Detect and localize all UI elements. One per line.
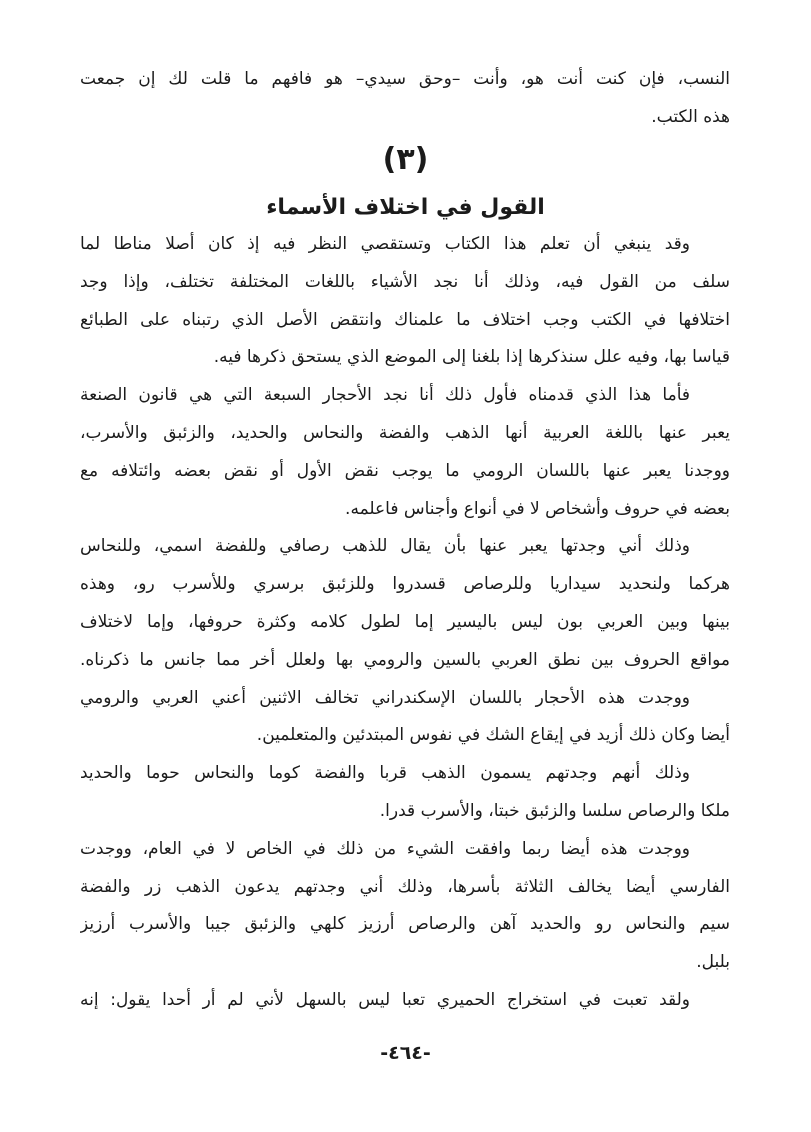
text-line: هذه الكتب. bbox=[651, 106, 730, 127]
paragraph bbox=[80, 831, 730, 982]
text-line: وقد ينبغي أن تعلم هذا الكتاب وتستقصي النظر فيه إذ كان أصلا مناطا لما bbox=[80, 234, 690, 254]
paragraph bbox=[80, 528, 730, 679]
text-line: بعضه في حروف وأشخاص لا في أنواع وأجناس فاعلمه. bbox=[345, 498, 730, 519]
text-line: ووجدت هذه الأحجار باللسان الإسكندراني تخالف الاثنين أعني العربي والرومي bbox=[80, 687, 690, 708]
text-line: النسب، فإن كنت أنت هو، وأنت –وحق سيدي– هو فافهم ما قلت لك إن جمعت bbox=[80, 69, 730, 89]
paragraph bbox=[80, 982, 730, 1020]
text-line: مواقع الحروف بين نطق العربي بالسين والرومي بها ولعلل أخر مما جانس ما ذكرناه. bbox=[80, 649, 730, 670]
text-line: سلف من القول فيه، وذلك أنا نجد الأشياء باللغات المختلفة تختلف، وإذا وجد bbox=[80, 271, 730, 292]
text-line: ووجدت هذه أيضا ربما وافقت الشيء من ذلك في الخاص لا في العام، ووجدت bbox=[80, 838, 690, 859]
text-line: اختلافها في الكتب وجب اختلاف ما علمناك وانتقض الأصل الذي رتبناه على الطبائع bbox=[80, 309, 730, 330]
text-line: ولقد تعبت في استخراج الحميري تعبا ليس بالسهل لأني لم أر أحدا يقول: إنه bbox=[80, 989, 690, 1010]
paragraph bbox=[80, 680, 730, 756]
text-line: أيضا وكان ذلك أزيد في إيقاع الشك في نفوس المبتدئين والمتعلمين. bbox=[256, 725, 730, 746]
paragraph bbox=[80, 377, 730, 528]
text-line: ووجدنا يعبر عنها باللسان الرومي ما يوجب نقض الأول أو نقض بعضه وائتلافه مع bbox=[80, 460, 730, 481]
text-line: بينها وبين العربي بون ليس باليسير إما لطول كلامه وكثرة حروفها، وإما لاختلاف bbox=[80, 611, 730, 632]
text-line: سيم والنحاس رو والحديد آهن والرصاص أرزيز كلهي والزئبق جيبا والأسرب أرزيز bbox=[80, 914, 730, 935]
text-line: ملكا والرصاص سلسا والزئبق خبتا، والأسرب قدرا. bbox=[379, 800, 730, 821]
section-title: القول في اختلاف الأسماء bbox=[266, 195, 545, 220]
text-line: وذلك أني وجدتها يعبر عنها بأن يقال للذهب رصافي وللفضة اسمي، وللنحاس bbox=[80, 536, 690, 557]
continuation-text bbox=[80, 61, 730, 137]
page-number: -٤٦٤- bbox=[380, 1042, 431, 1064]
paragraph bbox=[80, 755, 730, 831]
text-line: يعبر عنها باللغة العربية أنها الذهب والفضة والنحاس والحديد، والزئبق والأسرب، bbox=[80, 422, 730, 443]
text-line: هركما ولنحديد سيداريا وللرصاص قسدروا وللزئبق برسري وللأسرب رو، وهذه bbox=[80, 574, 730, 595]
text-line: قياسا بها، وفيه علل سنذكرها إذا بلغنا إلى الموضع الذي يستحق ذكرها فيه. bbox=[213, 347, 730, 368]
body-text bbox=[80, 226, 730, 1020]
text-line: وذلك أنهم وجدتهم يسمون الذهب قربا والفضة كوما والنحاس حوما والحديد bbox=[80, 763, 690, 784]
text-line: الفارسي أيضا يخالف الثلاثة بأسرها، وذلك أني وجدتهم يدعون الذهب زر والفضة bbox=[80, 876, 730, 897]
section-number: (٣) bbox=[382, 142, 429, 177]
paragraph bbox=[80, 226, 730, 377]
text-line: فأما هذا الذي قدمناه فأول ذلك أنا نجد الأحجار السبعة التي هي قانون الصنعة bbox=[80, 385, 690, 406]
text-line: بلبل. bbox=[696, 952, 730, 973]
